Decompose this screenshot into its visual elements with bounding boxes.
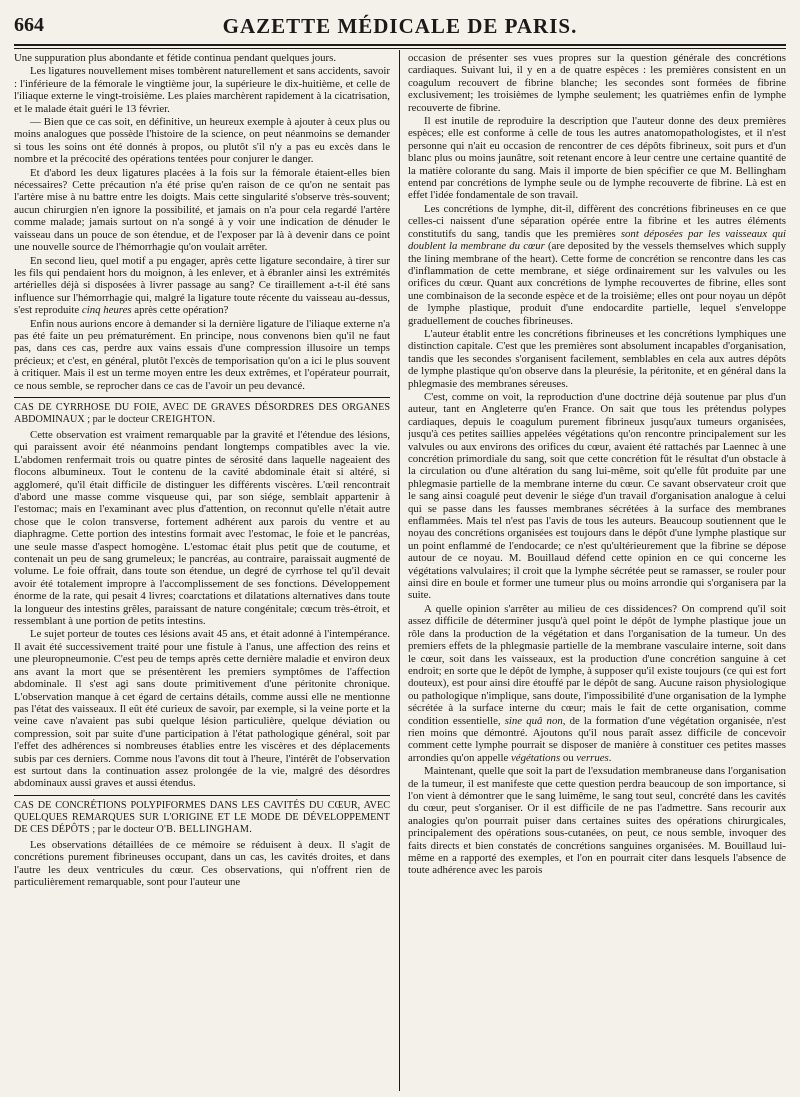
paragraph: Le sujet porteur de toutes ces lésions avait 45 ans, et était adonné à l'intempérance. Il avait été successivement traité pour une fistule à l'anus, une affection des reins et une pleuropneumonie. C'est peu de temps après cette dernière maladie et environ deux ans avant la mort que se présentèrent les premiers symptômes de l'affection abdominale. Il s'est agi sans doute primitivement d'une péritonite chronique. L'observation manque à cet égard de certains détails, comme aussi elle ne mentionne pas l'état des vaisseaux. Il eût été curieux de savoir, par exemple, si la veine porte et la veine cave n'avaient pas subi quelque lésion particulière, quelque déviation ou compression, soit par suite d'une participation à l'état pathologique général, soit par l'effet des adhérences si nombreuses établies entre les viscères et des déplacements subis par ces derniers. Comme nous l'avons dit tout à l'heure, l'intérêt de l'observation est surtout dans la continuation assez prolongée de la vie, malgré des désordres abdominaux aussi graves et aussi étendus.	[14, 628, 390, 790]
left-column	[14, 52, 390, 1091]
paragraph: Et d'abord les deux ligatures placées à la fois sur la fémorale étaient-elles bien nécessaires? Cette précaution n'a été prise qu'en raison de ce qu'on ne sentait pas l'artère mise à nu battre entre les doigts. Mais cette singularité s'observe très-souvent; aucun chirurgien n'en ignore la possibilité, et jamais on n'a pour cela regardé l'artère comme malade; jamais surtout on n'a songé à y voir une indication de dénuder le vaisseau dans un pouce de son étendue, et de l'exposer par là à devenir dans ce point une nouvelle source de l'hémorrhagie qu'on voulait arrêter.	[14, 166, 390, 254]
section-separator	[14, 795, 390, 796]
section-separator	[14, 397, 390, 398]
paragraph-text: .	[608, 751, 612, 764]
page-number: 664	[14, 14, 44, 36]
paragraph: — Bien que ce cas soit, en définitive, un heureux exemple à ajouter à ceux plus ou moins analogues que possède l'histoire de la science, on peut néanmoins se demander si tous les soins ont été donnés à propos, ou plutôt s'il n'y a pas eu excès dans le nombre et la précocité des opérations tentées pour conjurer le danger.	[14, 116, 390, 166]
paragraph: occasion de présenter ses vues propres sur la question générale des concrétions cardiaques. Suivant lui, il y en a de quatre espèces : les premières consistent en un coagulum recouvert de fibrine blanche; les secondes sont formées de fibrine exclusivement; les troisièmes de lymphe seulement; les quatrièmes enfin de lymphe recouverte de fibrine.	[408, 52, 786, 114]
column-divider	[399, 50, 400, 1091]
italic-text: sine quâ non	[504, 714, 563, 727]
byline-suffix: .	[212, 413, 216, 425]
paragraph-text: ou	[560, 751, 577, 764]
paragraph: Une suppuration plus abondante et fétide continua pendant quelques jours.	[14, 52, 337, 64]
author-name: CREIGHTON	[151, 413, 213, 425]
paragraph: Les observations détaillées de ce mémoire se réduisent à deux. Il s'agit de concrétions purement fibrineuses occupant, dans un cas, les cavités droites, et dans l'autre les deux ventricules du cœur. Ces observations, qui n'offrent rien de particulièrement remarquable, sont pour l'auteur une	[14, 838, 390, 888]
byline-prefix: par le docteur	[90, 413, 152, 425]
journal-title: GAZETTE MÉDICALE DE PARIS.	[222, 14, 578, 38]
paragraph	[408, 203, 786, 327]
italic-text: sont déposées par les vaisseaux qui doublent la membrane du cœur	[408, 227, 786, 253]
paragraph-text: après cette opération?	[131, 304, 229, 317]
italic-text: verrues	[576, 751, 609, 764]
section-title: CAS DE CONCRÉTIONS POLYPIFORMES DANS LES CAVITÉS DU CŒUR, AVEC QUELQUES REMARQUES SUR L'ORIGINE ET LE MODE DE DÉVELOPPEMENT DE CES DÉPÔTS ;	[14, 799, 390, 835]
paragraph-text: Les concrétions de lymphe, dit-il, diffèrent des concrétions fibrineuses en ce que celles-ci naissent d'une séparation opérée entre la fibrine et les autres éléments constitutifs du sang, tandis que les premières	[408, 202, 786, 240]
section-heading-cyrrhose	[14, 402, 390, 426]
paragraph	[14, 255, 390, 317]
italic-text: cinq heures	[81, 304, 132, 317]
paragraph: L'auteur établit entre les concrétions fibrineuses et les concrétions lymphiques une distinction capitale. C'est que les premières sont absolument incapables d'organisation, tandis que les secondes s'organisent facilement, semblables en cela aux autres dépôts de lymphe plastique qu'on observe dans la pleurésie, la péritonite, et en général dans la phlegmasie des membranes séreuses.	[408, 327, 786, 390]
right-column	[408, 52, 786, 1091]
paragraph: Enfin nous aurions encore à demander si la dernière ligature de l'iliaque externe n'a pas été faite un peu prématurément. En principe, nous convenons bien qu'il ne faut pas, dans ces cas, perdre aux vains essais d'une compression illusoire un temps précieux; et c'est, en général, plutôt l'excès de temporisation qu'on a ici le plus souvent à critiquer. Mais il est un terme moyen entre les deux extrêmes, et l'opérateur pourrait, ce nous semble, se reprocher dans ce cas de l'avoir un peu devancé.	[14, 317, 390, 392]
paragraph: Maintenant, quelle que soit la part de l'exsudation membraneuse dans l'organisation de la tumeur, il est manifeste que cette question perdra beaucoup de son importance, si l'on vient à démontrer que le sang luimême, le sang tout seul, concrété dans les cavités du cœur, peut s'organiser. Or il est difficile de ne pas l'admettre. Sans recourir aux analogies qu'on pourrait puiser dans certaines suites des opérations chirurgicales, principalement des opérations sous-cutanées, on peut, ce nous semble, invoquer des faits directs et bien constatés de concrétions sanguines organisées. M. Bouillaud lui-même en a rapporté des exemples, et l'on en pourrait citer dans lesquels l'absence de toute adhérence avec les parois	[408, 765, 786, 877]
italic-text: végétations	[510, 751, 561, 764]
paragraph-text: En second lieu, quel motif a pu engager, après cette ligature secondaire, à tirer sur les fils qui pendaient hors du moignon, à les enlever, et à ébranler ainsi les extrémités artérielles déjà si disposées à livrer passage au sang? Ce tiraillement a-t-il été sans influence sur l'hémorrhagie qui, malgré la ligature toute récente du vaisseau au-dessus, s'est reproduite	[14, 254, 390, 317]
author-name: O'B. BELLINGHAM	[156, 823, 250, 835]
section-title: CAS DE CYRRHOSE DU FOIE, AVEC DE GRAVES DÉSORDRES DES ORGANES ABDOMINAUX ;	[14, 401, 390, 425]
byline-prefix: par le docteur	[95, 823, 157, 835]
paragraph-text: , de la formation d'une végétation organisée, n'est rien moins que démontré. Ajoutons qu'il nous paraît assez difficile de concevoir comment cette lymphe pourrait se disposer de manière à constituer ces petites masses arrondies qu'on appelle	[408, 714, 786, 764]
paragraph: Il est inutile de reproduire la description que l'auteur donne des deux premières espèces; elle est conforme à celle de tous les autres anatomopathologistes, et il n'est personne qui n'ait eu occasion de rencontrer de ces dépôts fibrineux, soit purs et d'un blanc plus ou moins jaunâtre, soit retenant encore à leur centre une certaine quantité de la matière colorante du sang. Mais il importe de bien spécifier ce que M. Bellingham entend par concrétions de lymphe seule ou de lymphe recouverte de fibrine. Là est en effet l'idée fondamentale de son travail.	[408, 115, 786, 202]
section-heading-concretions	[14, 800, 390, 836]
paragraph	[408, 603, 786, 764]
paragraph-text: A quelle opinion s'arrêter au milieu de ces dissidences? On comprend qu'il soit assez difficile de déterminer jusqu'à quel point le dépôt de lymphe plastique joue un rôle dans la production de la végétation et dans l'organisation de la tumeur. Un des premiers effets de la phlegmasie partielle de la membrane vasculaire interne, soit dans le cœur, soit dans les vaisseaux, est la production d'une concrétion sanguine à cet endroit; en sorte que le dépôt de lymphe, à supposer qu'il existe toujours (ce qui est fort douteux), est pour ainsi dire étouffé par le dépôt de sang. Aucune raison physiologique ou pathologique n'implique, sans doute, l'impossibilité d'une organisation de la lymphe sécrétée à la surface interne du cœur; mais le fait de cette organisation, comme condition essentielle,	[408, 602, 786, 727]
paragraph-text: (are deposited by the vessels themselves which supply the lining membrane of the heart). Cette forme de concrétion se rencontre dans les cas d'inflammation de cette membrane, et siége ordinairement sur les valvules ou les orifices du cœur. Quant aux concrétions de lymphe recouvertes de fibrine, elles sont une combinaison de la seconde espèce et de la troisième; elles ont pour noyau un dépôt de lymphe plastique, produit d'une endocardite partielle, lequel s'enveloppe graduellement de couches fibrineuses.	[408, 240, 786, 327]
byline-suffix: .	[249, 823, 252, 835]
page-header	[14, 6, 786, 44]
header-rule	[14, 44, 786, 49]
paragraph: Cette observation est vraiment remarquable par la gravité et l'étendue des lésions, qui paraissent avoir été néanmoins pendant longtemps compatibles avec la vie. L'abdomen renfermait trois ou quatre pintes de sérosité dans laquelle nageaient des flocons albumineux. Tout le contenu de la cavité abdominale était si altéré, si agglomeré, qu'il était difficile de distinguer les différents viscères. L'œil rencontrait d'abord une masse comme visqueuse qui, par son siége, semblait appartenir à l'estomac; mais en l'examinant avec plus d'attention, on reconnut qu'elle n'était autre chose que le colon transverse, fortement adhérent aux parois du ventre et au diaphragme. Cette portion des intestins formait avec l'estomac, le foie et le pancréas, une seule masse d'aspect homogène. L'estomac était plus petit que de coutume, et contenait un peu de sang grumeleux; le pancréas, au contraire, paraissait augmenté de volume. Le foie offrait, dans toute son étendue, un degré de cyrrhose tel qu'il devait avoir été totalement impropre à l'accomplissement de ses fonctions. Développement énorme de la rate, qui pesait 4 livres; coarctations et dilatations alternatives dans toute la longueur des intestins grêles, paraissant de nature congénitale; cœcum très-étroit, et ressemblant à une portion de petits intestins.	[14, 428, 390, 628]
paragraph: C'est, comme on voit, la reproduction d'une doctrine déjà soutenue par plus d'un auteur, tant en Angleterre qu'en France. On sait que tous les prétendus polypes cardiaques, depuis le coagulum purement fibrineux jusqu'aux tumeurs organisées, jusqu'à ces petites saillies appelées végétations qu'on rencontre principalement sur les valvules ou aux environs des orifices du cœur, avaient été rattachés par Laennec à une concrétion primordiale du sang, soit que cette concrétion fût le résultat d'un obstacle à la circulation ou d'une altération du sang lui-même, soit qu'elle fût produite par une phlegmasie partielle de la membrane interne du cœur. Ce savant observateur croit que le sang ainsi coagulé peut devenir le siége d'un travail d'organisation analogue à celui qui se passe dans les fausses membranes sécrétées à la surface des membranes enflammées. Mais tel n'est pas l'avis de tous les auteurs. Beaucoup soutiennent que le noyau des concrétions organisées est toujours dans le dépôt d'une lymphe plastique sur un point enflammé de l'endocarde; ce n'est qu'ultérieurement que la fibrine se dépose autour de ce noyau. M. Bouillaud défend cette opinion en ce qui concerne les végétations valvulaires; il croit que la lymphe sécrétée peut se ramasser, se rouler pour ainsi dire en boule et former une tumeur plus ou moins arrondie qui s'organisera par la suite.	[408, 390, 786, 602]
paragraph: Les ligatures nouvellement mises tombèrent naturellement et sans accidents, savoir : l'inférieure de la fémorale le vingtième jour, la supérieure le dix-huitième, et celle de l'iliaque externe le vingt-troisième. Les plaies marchèrent rapidement à la cicatrisation, et le malade était guéri le 13 février.	[14, 65, 390, 115]
